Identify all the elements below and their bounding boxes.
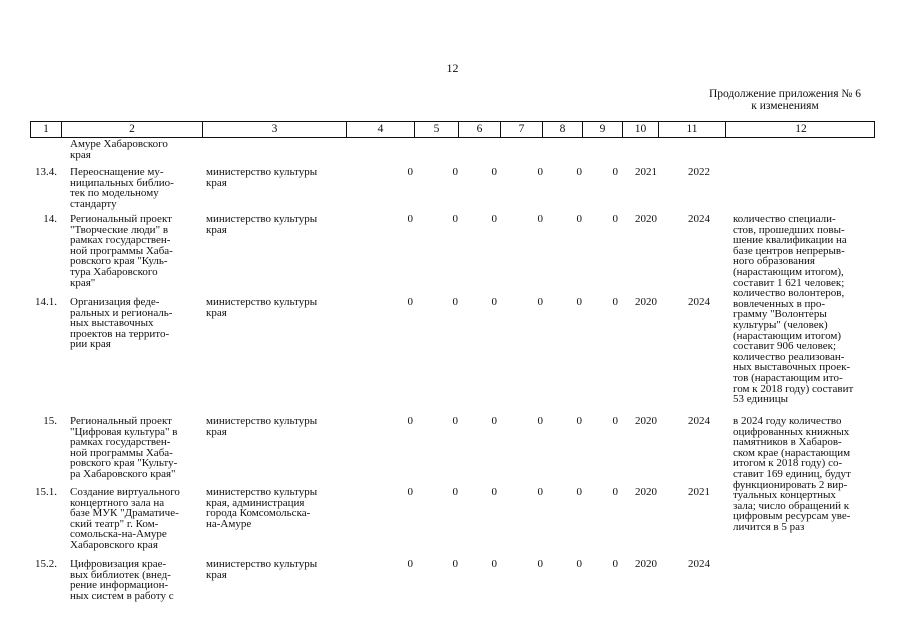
row-result: количество специали- стов, прошедших повы- шение квалификации на базе центров непрерыв- ного образования (нарастающим итогом), составит 1 621 человек; количество волонтеров, вовлеченных в про- грамму "Волонтеры культуры" (человек) (нарастающим итогом) составит 906 человек; количество реализован- ных выставочных проек- тов (нарастающим ито- гом к 2018 году) составит 53 единицы: [733, 213, 854, 406]
row-value: 0: [576, 166, 582, 178]
column-header-11: 11: [659, 122, 726, 137]
row-executor: министерство культуры края, администрация города Комсомольска- на-Амуре: [206, 486, 318, 530]
column-header-1: 1: [31, 122, 62, 137]
row-number: 14.1.: [35, 296, 57, 308]
row-value: 0: [491, 296, 497, 308]
row-value: 0: [452, 415, 458, 427]
row-value: 0: [537, 213, 543, 225]
column-header-2: 2: [62, 122, 203, 137]
column-header-3: 3: [203, 122, 347, 137]
row-name: Переоснащение му- ниципальных библио- тек по модельному стандарту: [70, 166, 174, 210]
row-value: 0: [407, 486, 413, 498]
row-value: 0: [537, 486, 543, 498]
row-end-year: 2024: [688, 558, 710, 570]
page-number: 12: [446, 61, 459, 75]
row-number: 15.1.: [35, 486, 57, 498]
row-number: 13.4.: [35, 166, 57, 178]
row-value: 0: [407, 296, 413, 308]
row-name: Региональный проект "Цифровая культура" в рамках государствен- ной программы Хаба- ровского края "Культу- ра Хабаровского края": [70, 415, 178, 480]
column-header-5: 5: [415, 122, 459, 137]
row-value: 0: [407, 415, 413, 427]
row-value: 0: [576, 296, 582, 308]
row-value: 0: [537, 415, 543, 427]
row-value: 0: [452, 486, 458, 498]
row-executor: министерство культуры края: [206, 166, 318, 189]
column-header-7: 7: [501, 122, 543, 137]
row-value: 0: [612, 486, 618, 498]
continuation-line-2: к изменениям: [751, 100, 819, 112]
row-executor: министерство культуры края: [206, 296, 318, 319]
row-value: 0: [537, 558, 543, 570]
row-end-year: 2022: [688, 166, 710, 178]
column-header-9: 9: [583, 122, 623, 137]
row-executor: министерство культуры края: [206, 213, 318, 236]
row-value: 0: [452, 166, 458, 178]
row-end-year: 2024: [688, 213, 710, 225]
table-header-row: [30, 121, 875, 138]
row-start-year: 2020: [635, 558, 657, 570]
continuation-line-1: Продолжение приложения № 6: [708, 88, 862, 100]
row-value: 0: [407, 558, 413, 570]
row-executor: министерство культуры края: [206, 558, 318, 581]
row-name: Цифровизация крае- вых библиотек (внед- рение информацион- ных систем в работу с: [70, 558, 174, 602]
row-value: 0: [537, 296, 543, 308]
row-start-year: 2020: [635, 296, 657, 308]
row-start-year: 2021: [635, 166, 657, 178]
row-number: 15.: [43, 415, 57, 427]
row-value: 0: [491, 558, 497, 570]
row-value: 0: [491, 415, 497, 427]
row-start-year: 2020: [635, 415, 657, 427]
row-value: 0: [576, 213, 582, 225]
row-value: 0: [612, 558, 618, 570]
column-header-8: 8: [543, 122, 583, 137]
column-header-4: 4: [347, 122, 415, 137]
row-value: 0: [537, 166, 543, 178]
row-value: 0: [612, 213, 618, 225]
row-start-year: 2020: [635, 213, 657, 225]
row-name: Организация феде- ральных и региональ- ных выставочных проектов на террито- рии края: [70, 296, 173, 351]
carryover-text: Амуре Хабаровского края: [70, 138, 168, 161]
row-value: 0: [491, 166, 497, 178]
row-end-year: 2021: [688, 486, 710, 498]
row-value: 0: [612, 166, 618, 178]
row-value: 0: [612, 415, 618, 427]
row-number: 14.: [43, 213, 57, 225]
row-end-year: 2024: [688, 415, 710, 427]
row-name: Создание виртуального концертного зала на базе МУК "Драматиче- ский театр" г. Ком- сомольска-на-Амуре Хабаровского края: [70, 486, 180, 551]
column-header-6: 6: [459, 122, 501, 137]
row-name: Региональный проект "Творческие люди" в рамках государствен- ной программы Хаба- ровского края "Куль- тура Хабаровского края": [70, 213, 173, 289]
row-value: 0: [612, 296, 618, 308]
row-executor: министерство культуры края: [206, 415, 318, 438]
row-value: 0: [576, 486, 582, 498]
row-value: 0: [452, 213, 458, 225]
row-value: 0: [407, 213, 413, 225]
row-result: в 2024 году количество оцифрованных книжных памятников в Хабаров- ском крае (нарастающим итогом к 2018 году) со- ставит 169 единиц, будут функционировать 2 вир- туальных концертных зала; число обращений к цифровым ресурсам уве- личится в 5 раз: [733, 415, 851, 533]
row-value: 0: [576, 415, 582, 427]
row-start-year: 2020: [635, 486, 657, 498]
row-number: 15.2.: [35, 558, 57, 570]
row-value: 0: [491, 486, 497, 498]
row-value: 0: [452, 558, 458, 570]
row-value: 0: [576, 558, 582, 570]
row-value: 0: [407, 166, 413, 178]
row-end-year: 2024: [688, 296, 710, 308]
row-value: 0: [452, 296, 458, 308]
row-value: 0: [491, 213, 497, 225]
column-header-12: 12: [795, 123, 807, 135]
column-header-10: 10: [623, 122, 659, 137]
continuation-note: [690, 88, 880, 112]
